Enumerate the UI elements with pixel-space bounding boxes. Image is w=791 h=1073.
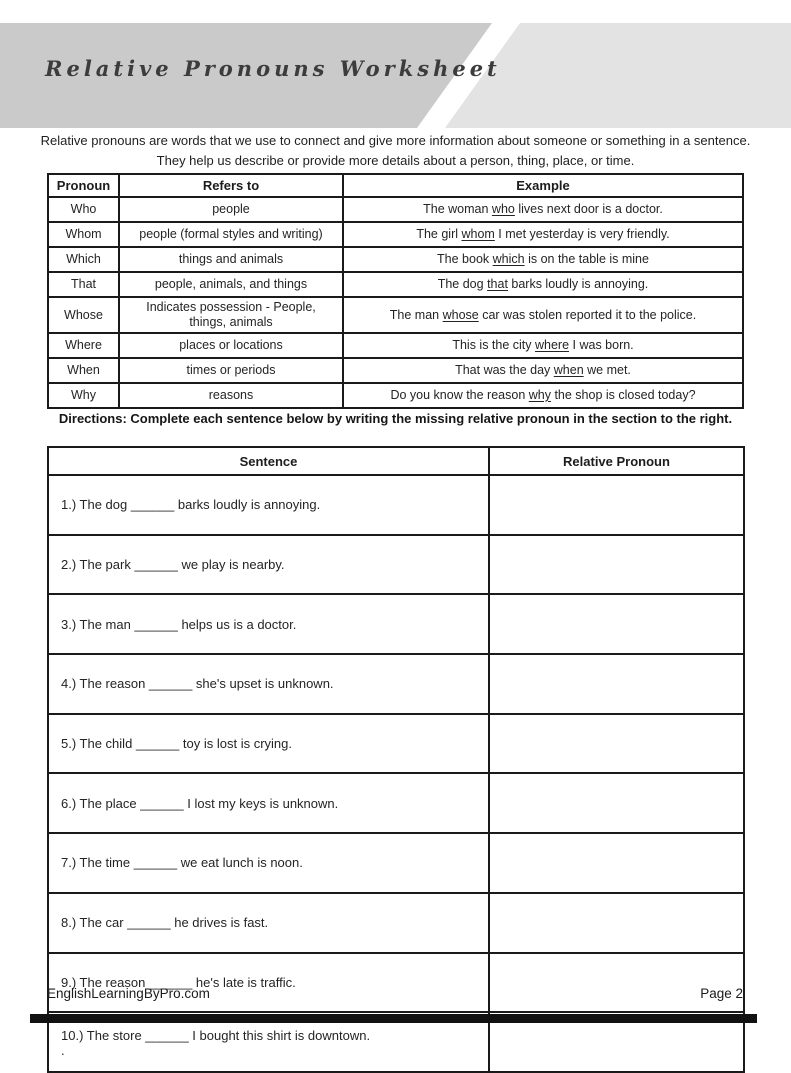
refers-to-cell: people (formal styles and writing) (119, 222, 343, 247)
footer-page-number: Page 2 (700, 986, 743, 1001)
example-cell: The dog that barks loudly is annoying. (343, 272, 743, 297)
example-cell: This is the city where I was born. (343, 333, 743, 358)
underlined-pronoun: whom (461, 227, 495, 241)
sentence-cell: 5.) The child ______ toy is lost is crying. (48, 714, 489, 774)
refers-to-cell: things and animals (119, 247, 343, 272)
header-banner (0, 23, 791, 128)
pronoun-table-row (48, 383, 743, 408)
answer-cell[interactable] (489, 893, 744, 953)
answer-cell[interactable] (489, 535, 744, 595)
underlined-pronoun: whose (442, 307, 479, 322)
underlined-pronoun: that (487, 277, 508, 291)
page-footer (47, 986, 743, 1001)
pronoun-table-row (48, 222, 743, 247)
exercise-row (48, 714, 744, 774)
exercise-row (48, 953, 744, 1013)
exercise-row (48, 654, 744, 714)
example-cell: The book which is on the table is mine (343, 247, 743, 272)
footer-site-name: EnglishLearningByPro.com (47, 986, 210, 1001)
underlined-pronoun: which (492, 252, 525, 266)
answer-cell[interactable] (489, 594, 744, 654)
pronoun-table-row (48, 297, 743, 333)
exercise-row (48, 475, 744, 535)
answer-cell[interactable] (489, 953, 744, 1013)
refers-to-column-header: Refers to (119, 174, 343, 197)
directions-text: Directions: Complete each sentence below by writing the missing relative pronoun in the section to the right. (58, 411, 733, 426)
sentence-cell: 3.) The man ______ helps us is a doctor. (48, 594, 489, 654)
exercise-row (48, 893, 744, 953)
pronoun-table-row (48, 197, 743, 222)
intro-text: Relative pronouns are words that we use to connect and give more information about someone or something in a sentence. They help us describe or provide more details about a person, thing, place, or time. (40, 133, 751, 168)
answer-cell[interactable] (489, 833, 744, 893)
sentence-cell: 6.) The place ______ I lost my keys is unknown. (48, 773, 489, 833)
exercise-table (47, 446, 745, 1073)
sentence-cell: 8.) The car ______ he drives is fast. (48, 893, 489, 953)
example-cell: The man whose car was stolen reported it to the police. (343, 297, 743, 333)
pronoun-table-row (48, 358, 743, 383)
pronoun-cell: Who (48, 197, 119, 222)
answer-cell[interactable] (489, 773, 744, 833)
exercise-row (48, 773, 744, 833)
exercise-table-header-row (48, 447, 744, 475)
example-column-header: Example (343, 174, 743, 197)
pronoun-table-row (48, 247, 743, 272)
sentence-cell: 7.) The time ______ we eat lunch is noon. (48, 833, 489, 893)
pronoun-cell: Why (48, 383, 119, 408)
sentence-cell: 2.) The park ______ we play is nearby. (48, 535, 489, 595)
pronoun-reference-table (47, 173, 744, 409)
pronoun-table-row (48, 272, 743, 297)
answer-cell[interactable] (489, 714, 744, 774)
scan-edge-bar (30, 1014, 757, 1023)
pronoun-table-header-row (48, 174, 743, 197)
pronoun-cell: Whom (48, 222, 119, 247)
example-cell: The woman who lives next door is a doctor. (343, 197, 743, 222)
pronoun-table-row (48, 333, 743, 358)
pronoun-cell: When (48, 358, 119, 383)
refers-to-cell: times or periods (119, 358, 343, 383)
refers-to-cell: people, animals, and things (119, 272, 343, 297)
stray-period: . (61, 1043, 65, 1059)
sentence-cell: 4.) The reason ______ she's upset is unknown. (48, 654, 489, 714)
answer-cell[interactable] (489, 475, 744, 535)
page-title: Relative Pronouns Worksheet (45, 56, 501, 81)
pronoun-cell: Which (48, 247, 119, 272)
underlined-pronoun: why (528, 388, 551, 402)
sentence-cell: 9.) The reason ______ he's late is traffic. (48, 953, 489, 1013)
answer-cell[interactable] (489, 654, 744, 714)
underlined-pronoun: where (535, 338, 570, 352)
pronoun-cell: Whose (48, 297, 119, 333)
example-cell: That was the day when we met. (343, 358, 743, 383)
exercise-row (48, 535, 744, 595)
refers-to-cell: places or locations (119, 333, 343, 358)
refers-to-cell: people (119, 197, 343, 222)
underlined-pronoun: who (491, 202, 515, 216)
example-cell: Do you know the reason why the shop is closed today? (343, 383, 743, 408)
exercise-row (48, 594, 744, 654)
refers-to-cell: reasons (119, 383, 343, 408)
pronoun-cell: Where (48, 333, 119, 358)
refers-to-cell: Indicates possession - People, things, animals (119, 297, 343, 333)
sentence-cell: 1.) The dog ______ barks loudly is annoying. (48, 475, 489, 535)
relative-pronoun-column-header: Relative Pronoun (489, 447, 744, 475)
exercise-row (48, 833, 744, 893)
pronoun-column-header: Pronoun (48, 174, 119, 197)
sentence-column-header: Sentence (48, 447, 489, 475)
underlined-pronoun: when (553, 363, 584, 377)
sentence-cell: 10.) The store ______ I bought this shirt is downtown. . (48, 1012, 489, 1072)
pronoun-cell: That (48, 272, 119, 297)
example-cell: The girl whom I met yesterday is very friendly. (343, 222, 743, 247)
